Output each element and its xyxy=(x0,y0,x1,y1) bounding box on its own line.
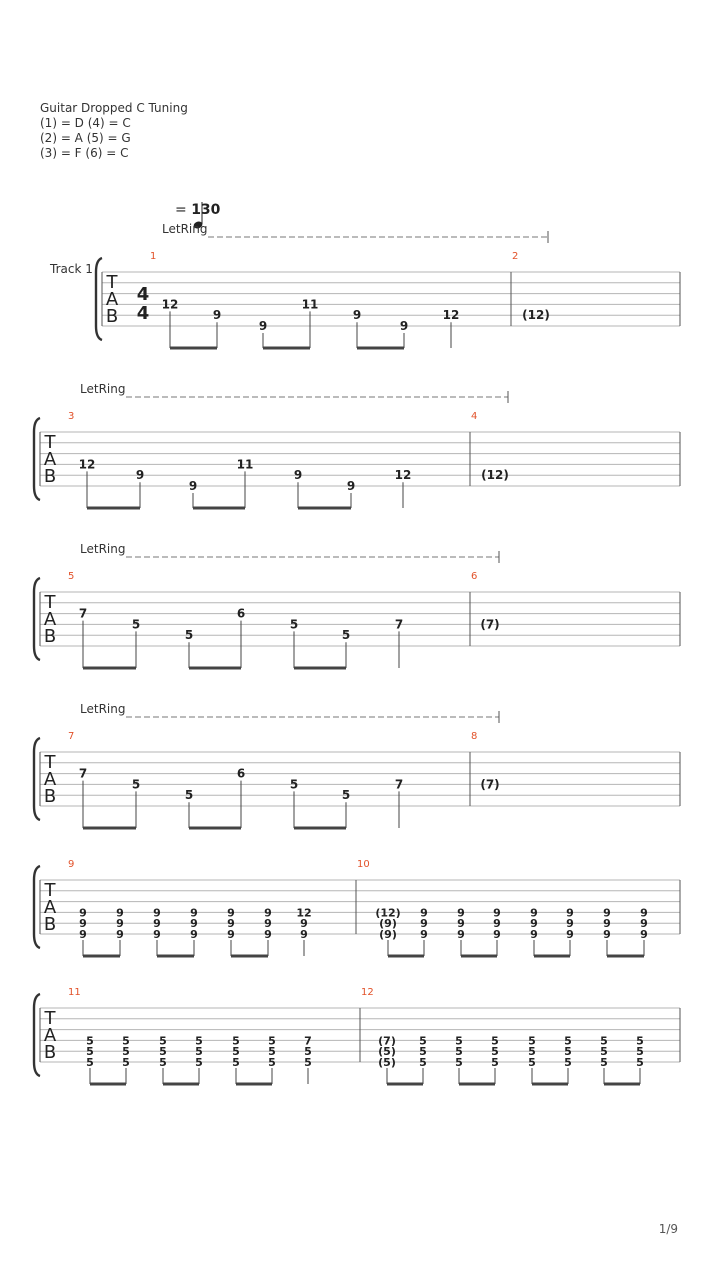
measure-number: 1 xyxy=(150,251,157,262)
fret-number: 9 xyxy=(264,906,272,920)
fret-number: (12) xyxy=(522,308,550,323)
system-brace xyxy=(34,738,40,820)
fret-number: 5 xyxy=(122,1056,130,1069)
tab-letter-b: B xyxy=(43,626,57,647)
fret-number: 12 xyxy=(296,906,312,920)
fret-number: 12 xyxy=(394,468,412,483)
fret-number: 9 xyxy=(493,906,501,920)
tab-letter-a: A xyxy=(43,449,57,470)
fret-number: 9 xyxy=(566,906,574,920)
fret-number: 5 xyxy=(159,1045,167,1059)
fret-number: 9 xyxy=(227,906,235,920)
fret-number: 7 xyxy=(78,766,88,781)
measure-number: 11 xyxy=(68,987,81,998)
fret-number: 5 xyxy=(304,1045,312,1059)
fret-number: 5 xyxy=(341,788,351,803)
tab-letter-a: A xyxy=(43,1025,57,1046)
fret-number: 9 xyxy=(457,917,465,931)
fret-number: 9 xyxy=(190,906,198,920)
fret-number: 5 xyxy=(122,1045,130,1059)
letring-label: LetRing xyxy=(162,222,208,236)
fret-number: 6 xyxy=(236,766,246,781)
fret-number: 5 xyxy=(289,617,299,632)
fret-number: (9) xyxy=(379,917,397,931)
fret-number: 9 xyxy=(227,917,235,931)
tuning-line: (1) = D (4) = C xyxy=(40,116,131,130)
measure-number: 12 xyxy=(361,987,374,998)
fret-number: 5 xyxy=(419,1056,427,1069)
fret-number: 9 xyxy=(212,308,222,323)
fret-number: (12) xyxy=(481,468,509,483)
tab-letter-b: B xyxy=(43,786,57,807)
fret-number: 9 xyxy=(258,319,268,333)
fret-number: 5 xyxy=(636,1045,644,1059)
fret-number: 9 xyxy=(457,906,465,920)
time-signature-top: 4 xyxy=(136,284,150,305)
letring-label: LetRing xyxy=(80,542,126,556)
fret-number: 9 xyxy=(116,906,124,920)
fret-number: 5 xyxy=(232,1045,240,1059)
fret-number: 5 xyxy=(564,1045,572,1059)
tab-letter-a: A xyxy=(43,609,57,630)
fret-number: 5 xyxy=(268,1056,276,1069)
system-brace xyxy=(96,258,102,340)
fret-number: (5) xyxy=(378,1056,396,1069)
tuning-title: Guitar Dropped C Tuning xyxy=(40,101,188,115)
fret-number: 5 xyxy=(159,1034,167,1048)
fret-number: 7 xyxy=(394,777,404,792)
fret-number: 9 xyxy=(420,928,428,941)
fret-number: 5 xyxy=(455,1045,463,1059)
tab-letter-b: B xyxy=(105,306,119,327)
fret-number: 9 xyxy=(190,928,198,941)
fret-number: 9 xyxy=(190,917,198,931)
fret-number: 9 xyxy=(640,917,648,931)
tab-letter-a: A xyxy=(43,769,57,790)
fret-number: 5 xyxy=(195,1056,203,1069)
fret-number: 12 xyxy=(442,308,460,323)
fret-number: 5 xyxy=(195,1034,203,1048)
fret-number: 9 xyxy=(603,917,611,931)
tab-letter-b: B xyxy=(43,466,57,487)
system-brace xyxy=(34,578,40,660)
tab-letter-a: A xyxy=(105,289,119,310)
system-brace xyxy=(34,866,40,948)
fret-number: 5 xyxy=(600,1034,608,1048)
fret-number: 11 xyxy=(236,457,254,472)
measure-number: 4 xyxy=(471,411,478,422)
fret-number: 5 xyxy=(636,1034,644,1048)
fret-number: 5 xyxy=(528,1034,536,1048)
letring-label: LetRing xyxy=(80,382,126,396)
fret-number: 5 xyxy=(184,788,194,803)
fret-number: 11 xyxy=(301,297,319,312)
fret-number: 5 xyxy=(419,1034,427,1048)
tab-letter-t: T xyxy=(44,592,56,613)
measure-number: 10 xyxy=(357,859,370,870)
fret-number: 9 xyxy=(227,928,235,941)
fret-number: 12 xyxy=(78,457,96,472)
fret-number: 5 xyxy=(455,1056,463,1069)
measure-number: 8 xyxy=(471,731,478,742)
fret-number: 9 xyxy=(135,468,145,483)
fret-number: 5 xyxy=(159,1056,167,1069)
fret-number: 9 xyxy=(300,917,308,931)
fret-number: 9 xyxy=(530,928,538,941)
fret-number: 5 xyxy=(131,777,141,792)
fret-number: 5 xyxy=(419,1045,427,1059)
fret-number: 9 xyxy=(79,906,87,920)
fret-number: 5 xyxy=(195,1045,203,1059)
fret-number: 5 xyxy=(564,1034,572,1048)
fret-number: 9 xyxy=(603,906,611,920)
tab-letter-t: T xyxy=(44,752,56,773)
fret-number: 5 xyxy=(304,1056,312,1069)
measure-number: 2 xyxy=(512,251,519,262)
fret-number: 9 xyxy=(264,917,272,931)
fret-number: 9 xyxy=(566,917,574,931)
fret-number: 5 xyxy=(289,777,299,792)
fret-number: 5 xyxy=(636,1056,644,1069)
fret-number: 9 xyxy=(188,479,198,493)
measure-number: 5 xyxy=(68,571,75,582)
fret-number: 9 xyxy=(566,928,574,941)
fret-number: 9 xyxy=(603,928,611,941)
fret-number: 5 xyxy=(184,628,194,643)
letring-label: LetRing xyxy=(80,702,126,716)
fret-number: 9 xyxy=(640,928,648,941)
tab-letter-t: T xyxy=(44,1008,56,1029)
tempo-equals: = xyxy=(175,202,187,218)
fret-number: 7 xyxy=(304,1034,312,1048)
tuning-line: (3) = F (6) = C xyxy=(40,146,129,160)
fret-number: (9) xyxy=(379,928,397,941)
fret-number: 5 xyxy=(600,1045,608,1059)
fret-number: 9 xyxy=(79,917,87,931)
fret-number: 9 xyxy=(530,917,538,931)
fret-number: 9 xyxy=(420,906,428,920)
fret-number: (7) xyxy=(480,617,500,632)
tab-letter-t: T xyxy=(44,432,56,453)
measure-number: 9 xyxy=(68,859,75,870)
fret-number: 7 xyxy=(394,617,404,632)
fret-number: 5 xyxy=(341,628,351,643)
fret-number: 9 xyxy=(493,928,501,941)
fret-number: 9 xyxy=(116,917,124,931)
fret-number: 5 xyxy=(528,1045,536,1059)
fret-number: 5 xyxy=(528,1056,536,1069)
tab-letter-a: A xyxy=(43,897,57,918)
fret-number: 5 xyxy=(86,1034,94,1048)
fret-number: 5 xyxy=(86,1045,94,1059)
fret-number: 5 xyxy=(268,1034,276,1048)
fret-number: 9 xyxy=(300,928,308,941)
fret-number: 9 xyxy=(293,468,303,483)
system-brace xyxy=(34,994,40,1076)
fret-number: 9 xyxy=(153,917,161,931)
fret-number: 5 xyxy=(232,1056,240,1069)
measure-number: 6 xyxy=(471,571,478,582)
fret-number: 9 xyxy=(153,906,161,920)
fret-number: 9 xyxy=(399,319,409,333)
track-label: Track 1 xyxy=(50,262,93,276)
fret-number: 5 xyxy=(600,1056,608,1069)
system-brace xyxy=(34,418,40,500)
tempo-bpm: 130 xyxy=(191,202,221,218)
fret-number: 5 xyxy=(268,1045,276,1059)
fret-number: 9 xyxy=(116,928,124,941)
fret-number: 9 xyxy=(493,917,501,931)
fret-number: 5 xyxy=(491,1056,499,1069)
fret-number: 5 xyxy=(455,1034,463,1048)
tab-letter-t: T xyxy=(106,272,118,293)
fret-number: 5 xyxy=(491,1034,499,1048)
fret-number: 9 xyxy=(346,479,356,493)
tuning-line: (2) = A (5) = G xyxy=(40,131,131,145)
tab-letter-t: T xyxy=(44,880,56,901)
fret-number: 9 xyxy=(352,308,362,323)
fret-number: 5 xyxy=(131,617,141,632)
tab-letter-b: B xyxy=(43,914,57,935)
fret-number: (5) xyxy=(378,1045,396,1059)
fret-number: 5 xyxy=(491,1045,499,1059)
fret-number: 9 xyxy=(640,906,648,920)
fret-number: 5 xyxy=(86,1056,94,1069)
fret-number: (7) xyxy=(480,777,500,792)
fret-number: 5 xyxy=(564,1056,572,1069)
measure-number: 7 xyxy=(68,731,75,742)
fret-number: 7 xyxy=(78,606,88,621)
fret-number: 6 xyxy=(236,606,246,621)
fret-number: 9 xyxy=(153,928,161,941)
fret-number: 9 xyxy=(264,928,272,941)
fret-number: (7) xyxy=(378,1034,396,1048)
fret-number: 9 xyxy=(79,928,87,941)
measure-number: 3 xyxy=(68,411,75,422)
fret-number: 9 xyxy=(457,928,465,941)
fret-number: 9 xyxy=(530,906,538,920)
fret-number: 5 xyxy=(232,1034,240,1048)
fret-number: 12 xyxy=(161,297,179,312)
tab-letter-b: B xyxy=(43,1042,57,1063)
time-signature-bottom: 4 xyxy=(136,303,150,324)
fret-number: (12) xyxy=(375,906,401,920)
fret-number: 5 xyxy=(122,1034,130,1048)
page-number: 1/9 xyxy=(658,1222,678,1236)
fret-number: 9 xyxy=(420,917,428,931)
